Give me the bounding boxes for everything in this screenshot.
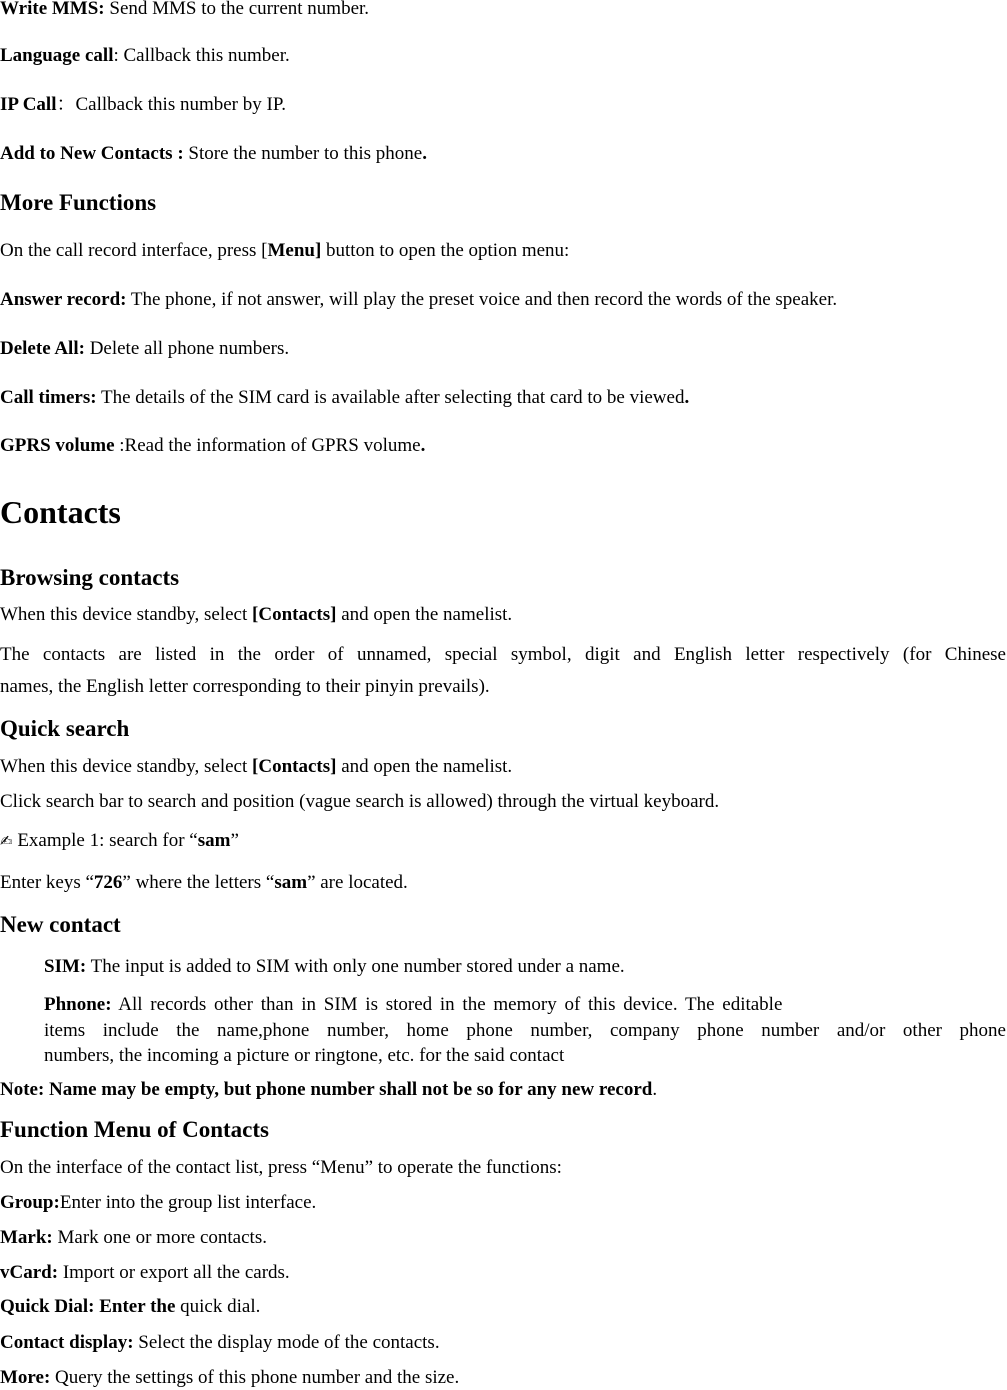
ip-call-item — [0, 94, 286, 116]
vcard-item — [0, 1262, 290, 1284]
item-desc: The details of the SIM card is available after selecting that card to be viewed — [96, 387, 685, 408]
item-term: vCard: — [0, 1262, 59, 1283]
item-term: More: — [0, 1367, 51, 1388]
item-desc: Send MMS to the current number. — [104, 0, 370, 19]
intro-post: button to open the option menu: — [321, 240, 570, 261]
item-term: Delete All: — [0, 338, 85, 359]
more-functions-heading: More Functions — [0, 190, 157, 215]
item-term: Answer record: — [0, 289, 127, 310]
sim-item — [44, 956, 625, 978]
phone-item-line-1 — [44, 994, 782, 1016]
note-text: Note: Name may be empty, but phone number shall not be so for any new record — [0, 1079, 653, 1100]
enter-key-letters: sam — [274, 872, 308, 893]
item-term: Language call — [0, 45, 114, 66]
browsing-contacts-heading: Browsing contacts — [0, 565, 180, 590]
example-key: sam — [197, 830, 231, 851]
item-desc: Store the number to this phone — [183, 143, 423, 164]
browsing-paragraph-line-1: The contacts are listed in the order of unnamed, special symbol, digit and English letter respectively (for Chinese — [0, 644, 1006, 665]
browsing-paragraph-line-2: names, the English letter corresponding to their pinyin prevails). — [0, 676, 490, 697]
item-desc: The input is added to SIM with only one number stored under a name. — [86, 956, 625, 977]
item-term: Phnone: — [44, 994, 112, 1015]
line-post: and open the namelist. — [336, 604, 513, 625]
gprs-volume-item — [0, 435, 425, 457]
new-contact-heading: New contact — [0, 912, 121, 937]
function-menu-intro: On the interface of the contact list, press “Menu” to operate the functions: — [0, 1157, 562, 1178]
contacts-key: [Contacts] — [252, 756, 337, 777]
intro-pre: On the call record interface, press [ — [0, 240, 268, 261]
group-item — [0, 1192, 316, 1214]
enter-keys-line — [0, 872, 408, 894]
item-term: Mark: — [0, 1227, 53, 1248]
more-item — [0, 1367, 459, 1389]
item-desc: The phone, if not answer, will play the preset voice and then record the words of the speaker. — [126, 289, 838, 310]
quick-dial-item — [0, 1296, 260, 1318]
more-functions-intro — [0, 240, 569, 262]
item-term: SIM: — [44, 956, 87, 977]
phone-item-line-3: numbers, the incoming a picture or ringtone, etc. for the said contact — [44, 1045, 565, 1066]
contacts-title: Contacts — [0, 494, 121, 530]
phone-item-line-2: items include the name,phone number, home phone number, company phone number and/or other phone — [44, 1020, 1006, 1041]
item-desc: Select the display mode of the contacts. — [133, 1332, 440, 1353]
enter-post: ” are located. — [307, 872, 408, 893]
function-menu-heading: Function Menu of Contacts — [0, 1117, 269, 1142]
item-term: Group: — [0, 1192, 60, 1213]
item-term: Quick Dial: Enter the — [0, 1296, 176, 1317]
enter-key-digits: 726 — [93, 872, 123, 893]
item-term: GPRS volume — [0, 435, 115, 456]
mark-item — [0, 1227, 267, 1249]
quick-search-heading: Quick search — [0, 716, 130, 741]
note-end: . — [652, 1079, 658, 1100]
item-term: Add to New Contacts : — [0, 143, 184, 164]
example-line — [0, 830, 239, 852]
item-desc: : Callback this number. — [113, 45, 290, 66]
add-contacts-item — [0, 143, 427, 165]
item-end: . — [420, 435, 426, 456]
item-end: . — [684, 387, 690, 408]
pencil-icon: ✍ — [0, 832, 13, 850]
item-desc: Mark one or more contacts. — [52, 1227, 267, 1248]
example-pre: Example 1: search for “ — [12, 830, 198, 851]
line-pre: When this device standby, select — [0, 604, 253, 625]
language-call-item — [0, 45, 290, 67]
item-desc: :Read the information of GPRS volume — [114, 435, 421, 456]
item-desc: ：Callback this number by IP. — [56, 94, 287, 115]
item-term: Write MMS: — [0, 0, 105, 19]
enter-pre: Enter keys “ — [0, 872, 94, 893]
item-desc: Query the settings of this phone number and the size. — [50, 1367, 460, 1388]
enter-mid: ” where the letters “ — [122, 872, 275, 893]
contacts-key: [Contacts] — [252, 604, 337, 625]
item-desc: Delete all phone numbers. — [84, 338, 290, 359]
item-term: Call timers: — [0, 387, 97, 408]
item-desc: All records other than in SIM is stored in the memory of this device. The editable — [111, 994, 783, 1015]
quick-search-line — [0, 756, 512, 778]
note-line — [0, 1079, 657, 1101]
call-timers-item — [0, 387, 689, 409]
browsing-line — [0, 604, 512, 626]
item-desc: Enter into the group list interface. — [59, 1192, 317, 1213]
contact-display-item — [0, 1332, 440, 1354]
example-post: ” — [230, 830, 239, 851]
line-post: and open the namelist. — [336, 756, 513, 777]
search-bar-line: Click search bar to search and position (vague search is allowed) through the virtual keyboard. — [0, 791, 720, 812]
write-mms-item — [0, 0, 369, 20]
answer-record-item — [0, 289, 837, 311]
item-desc: Import or export all the cards. — [58, 1262, 290, 1283]
item-end: . — [422, 143, 427, 164]
item-term: IP Call — [0, 94, 57, 115]
line-pre: When this device standby, select — [0, 756, 253, 777]
item-term: Contact display: — [0, 1332, 134, 1353]
delete-all-item — [0, 338, 289, 360]
menu-key: Menu] — [267, 240, 322, 261]
item-desc: quick dial. — [175, 1296, 261, 1317]
